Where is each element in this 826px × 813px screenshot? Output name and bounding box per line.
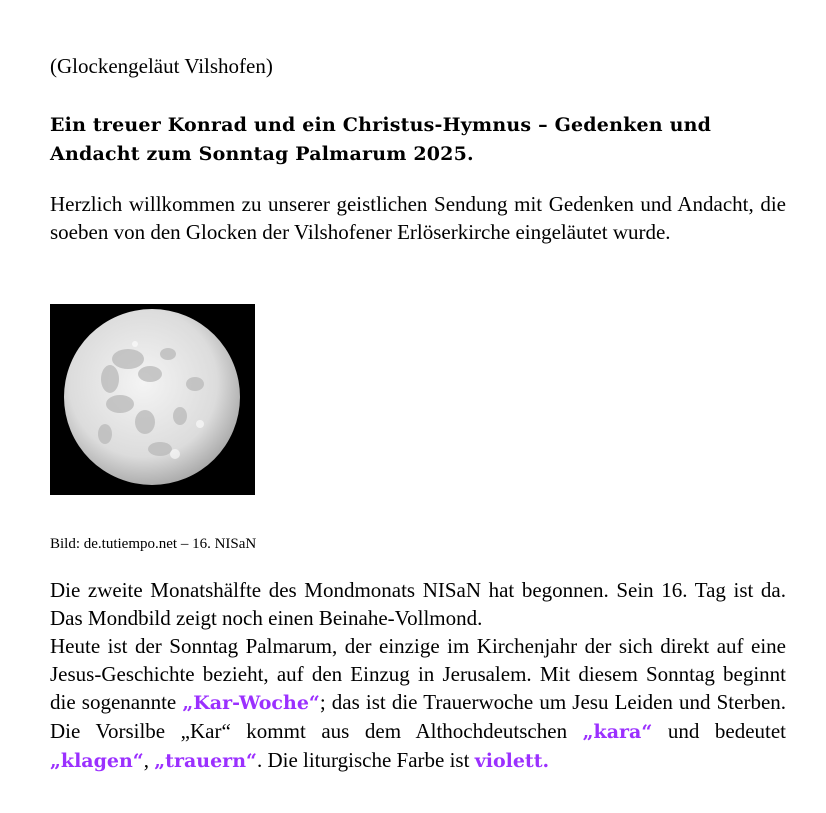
paragraph-2-text-a: Heute ist der Sonntag Palmarum, der einzige im Kirchenjahr der sich direkt auf eine Jesus-Geschichte bezieht, auf den Einzug in Jerusalem. Mit diesem Sonntag beginnt die sogenannte	[50, 634, 786, 714]
body-text	[50, 576, 786, 775]
highlight-violett: violett.	[474, 750, 550, 772]
moon-image	[50, 304, 255, 495]
paragraph-2-text-c: und bedeutet	[652, 719, 787, 743]
moon-icon	[50, 304, 255, 495]
paragraph-2-text-d: ,	[143, 748, 155, 772]
paragraph-2-text-b: ; das ist die Trauerwoche um Jesu Leiden und Sterben. Die Vorsilbe „Kar“ kommt aus dem Althochdeutschen	[50, 690, 787, 743]
highlight-trauern: „trauern“	[154, 750, 257, 772]
page-title: Ein treuer Konrad und ein Christus-Hymnus – Gedenken und Andacht zum Sonntag Palmarum 2025.	[50, 114, 712, 165]
paragraph-1: Die zweite Monatshälfte des Mondmonats NISaN hat begonnen. Sein 16. Tag ist da. Das Mondbild zeigt noch einen Beinahe-Vollmond.	[50, 578, 786, 630]
image-caption: Bild: de.tutiempo.net – 16. NISaN	[50, 536, 257, 552]
highlight-kara: „kara“	[582, 721, 653, 743]
paragraph-2-text-e: . Die liturgische Farbe ist	[256, 748, 475, 772]
highlight-klagen: „klagen“	[50, 750, 144, 772]
intro-paragraph: Herzlich willkommen zu unserer geistlichen Sendung mit Gedenken und Andacht, die soeben von den Glocken der Vilshofener Erlöserkirche eingeläutet wurde.	[50, 192, 786, 244]
paragraph-2	[50, 632, 786, 775]
header-note: (Glockengeläut Vilshofen)	[50, 54, 273, 78]
highlight-kar-woche: „Kar-Woche“	[182, 692, 320, 714]
